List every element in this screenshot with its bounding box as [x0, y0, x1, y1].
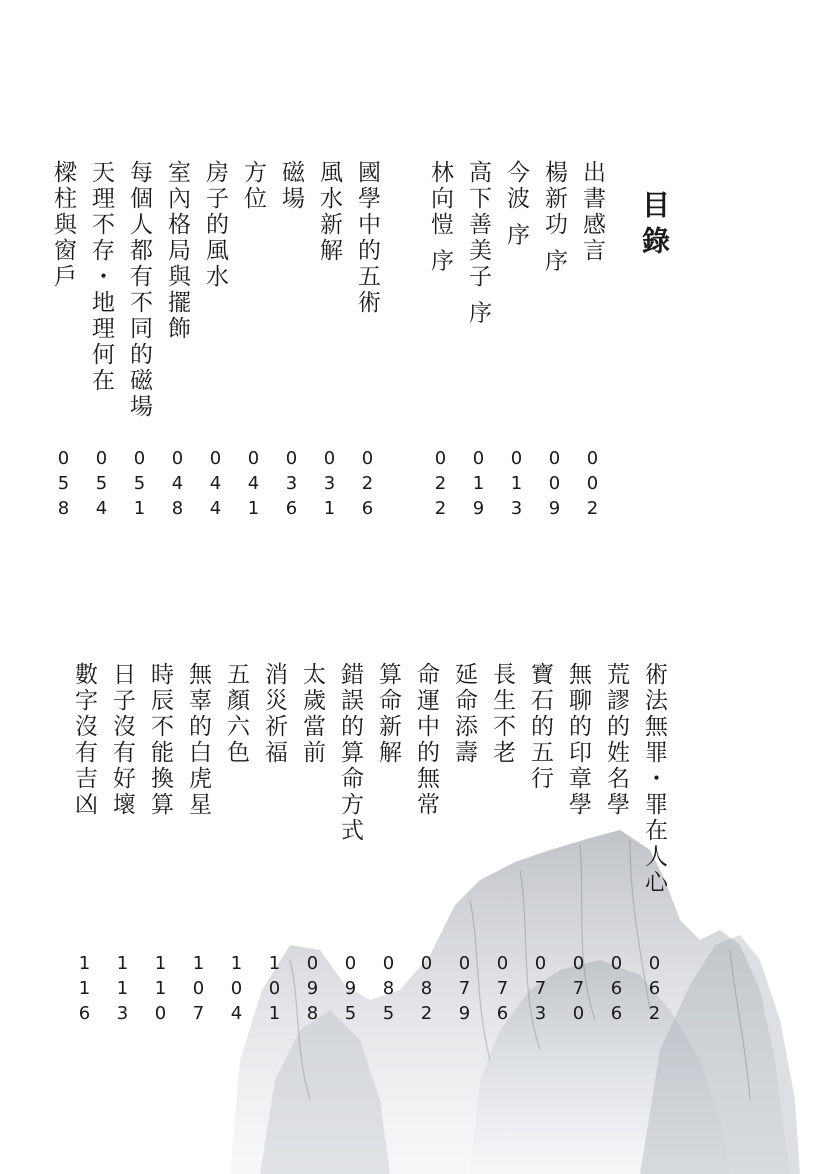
toc-entry-page-number: 022 [430, 448, 451, 523]
toc-entry-page-number: 009 [544, 448, 565, 523]
toc-entry-title[interactable]: 方位 [240, 160, 266, 212]
toc-entry-title[interactable]: 房子的風水 [202, 160, 228, 290]
toc-entry-page-number: 073 [530, 953, 551, 1028]
toc-entry-page-number: 031 [319, 448, 340, 523]
toc-entry-title[interactable]: 樑柱與窗戶 [50, 160, 76, 290]
toc-entry-page-number: 107 [188, 953, 209, 1028]
toc-entry-page-number: 041 [243, 448, 264, 523]
toc-entry-page-number: 002 [582, 448, 603, 523]
toc-entry-title[interactable]: 五顏六色 [223, 662, 249, 766]
toc-entry-page-number: 076 [492, 953, 513, 1028]
toc-entry-title[interactable]: 日子沒有好壞 [109, 662, 135, 818]
toc-entry-page-number: 026 [357, 448, 378, 523]
toc-entry-page-number: 104 [226, 953, 247, 1028]
toc-entry-page-number: 066 [606, 953, 627, 1028]
toc-entry-page-number: 095 [340, 953, 361, 1028]
toc-entry-title[interactable]: 國學中的五術 [354, 160, 380, 316]
toc-entry-page-number: 058 [53, 448, 74, 523]
toc-entry-page-number: 116 [74, 953, 95, 1028]
toc-entry-title[interactable]: 高下善美子 序 [465, 160, 491, 327]
toc-entry-page-number: 070 [568, 953, 589, 1028]
toc-entry-title[interactable]: 天理不存・地理何在 [88, 160, 114, 394]
toc-entry-title[interactable]: 延命添壽 [451, 662, 477, 766]
toc-entry-page-number: 113 [112, 953, 133, 1028]
toc-entry-page-number: 082 [416, 953, 437, 1028]
toc-entry-page-number: 019 [468, 448, 489, 523]
toc-heading: 目錄 [638, 190, 671, 262]
toc-entry-title[interactable]: 錯誤的算命方式 [337, 662, 363, 844]
toc-entry-title[interactable]: 荒謬的姓名學 [603, 662, 629, 818]
toc-entry-title[interactable]: 長生不老 [489, 662, 515, 766]
toc-entry-title[interactable]: 今波 序 [503, 160, 529, 249]
toc-entry-title[interactable]: 楊新功 序 [541, 160, 567, 275]
toc-entry-title[interactable]: 風水新解 [316, 160, 342, 264]
toc-entry-page-number: 036 [281, 448, 302, 523]
toc-entry-title[interactable]: 室內格局與擺飾 [164, 160, 190, 342]
toc-entry-page-number: 085 [378, 953, 399, 1028]
toc-entry-page-number: 110 [150, 953, 171, 1028]
toc-entry-page-number: 062 [644, 953, 665, 1028]
toc-entry-title[interactable]: 磁場 [278, 160, 304, 212]
toc-entry-title[interactable]: 無聊的印章學 [565, 662, 591, 818]
toc-entry-title[interactable]: 寶石的五行 [527, 662, 553, 792]
toc-entry-page-number: 079 [454, 953, 475, 1028]
toc-entry-title[interactable]: 太歲當前 [299, 662, 325, 766]
toc-entry-page-number: 044 [205, 448, 226, 523]
toc-entry-title[interactable]: 術法無罪・罪在人心 [641, 662, 667, 896]
toc-entry-title[interactable]: 林向愷 序 [427, 160, 453, 275]
toc-entry-page-number: 054 [91, 448, 112, 523]
toc-entry-page-number: 013 [506, 448, 527, 523]
toc-entry-page-number: 101 [264, 953, 285, 1028]
toc-entry-title[interactable]: 數字沒有吉凶 [71, 662, 97, 818]
toc-entry-page-number: 048 [167, 448, 188, 523]
toc-entry-title[interactable]: 時辰不能換算 [147, 662, 173, 818]
toc-entry-title[interactable]: 每個人都有不同的磁場 [126, 160, 152, 420]
toc-entry-title[interactable]: 命運中的無常 [413, 662, 439, 818]
toc-entry-page-number: 098 [302, 953, 323, 1028]
toc-entry-title[interactable]: 算命新解 [375, 662, 401, 766]
toc-entry-page-number: 051 [129, 448, 150, 523]
toc-entry-title[interactable]: 出書感言 [579, 160, 605, 264]
toc-entry-title[interactable]: 無辜的白虎星 [185, 662, 211, 818]
toc-entry-title[interactable]: 消災祈福 [261, 662, 287, 766]
